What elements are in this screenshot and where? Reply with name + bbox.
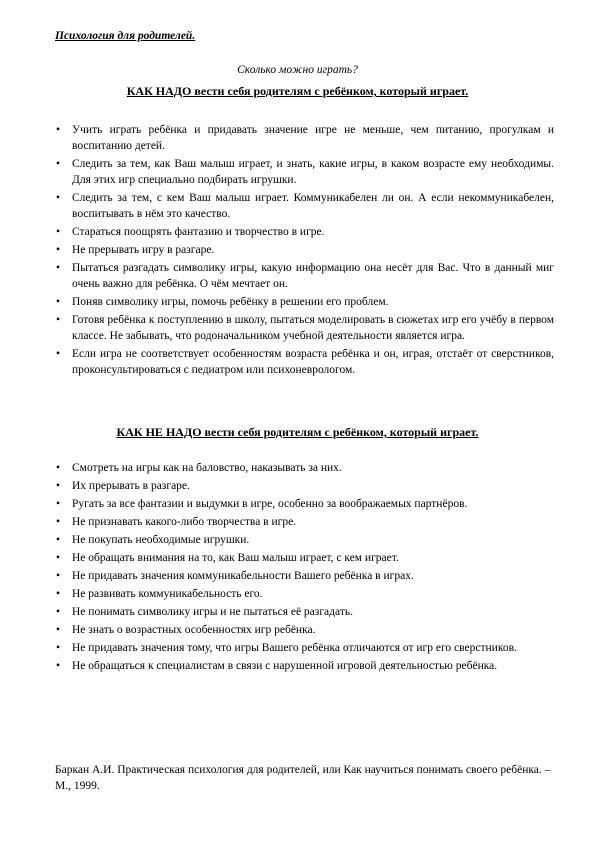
bullet-icon: • [56,226,61,238]
list-item [56,640,554,656]
bullet-icon: • [56,570,61,582]
list-item [56,532,554,548]
list-item [56,294,554,310]
list-item [56,586,554,602]
bullet-icon: • [56,262,61,274]
list-item [56,346,554,378]
list-item [56,260,554,292]
list-item-text: Не понимать символику игры и не пытаться её разгадать. [72,606,353,618]
page-header: Психология для родителей. [55,30,196,42]
bullet-icon: • [56,480,61,492]
list-item-text: Пытаться разгадать символику игры, какую информацию она несёт для Вас. Что в данный миг очень важно для ребёнка. О чём мечтает он. [72,262,554,290]
subtitle: Сколько можно играть? [237,64,358,76]
list-item-text: Не покупать необходимые игрушки. [72,534,250,546]
list-item-text: Не придавать значения коммуникабельности Вашего ребёнка в играх. [72,570,414,582]
list-item-text: Стараться поощрять фантазию и творчество в игре. [72,226,325,238]
section-dont-title: КАК НЕ НАДО вести себя родителям с ребёнком, который играет. [116,425,479,439]
list-item-text: Если игра не соответствует особенностям возраста ребёнка и он, играя, отстаёт от сверстников, проконсультироваться с педиатром или психоневрологом. [72,348,554,376]
list-item-text: Не обращаться к специалистам в связи с нарушенной игровой деятельностью ребёнка. [72,660,498,672]
section-dont-list [56,460,554,676]
section-do-list [56,122,554,380]
bullet-icon: • [56,660,61,672]
list-item-text: Смотреть на игры как на баловство, наказывать за них. [72,462,342,474]
list-item-text: Поняв символику игры, помочь ребёнку в решении его проблем. [72,296,389,308]
list-item-text: Не придавать значения тому, что игры Вашего ребёнка отличаются от игр его сверстников. [72,642,517,654]
bullet-icon: • [56,296,61,308]
bullet-icon: • [56,552,61,564]
bullet-icon: • [56,516,61,528]
list-item [56,224,554,240]
bullet-icon: • [56,158,61,170]
list-item [56,122,554,154]
list-item [56,478,554,494]
list-item-text: Не обращать внимания на то, как Ваш малыш играет, с кем играет. [72,552,399,564]
list-item-text: Следить за тем, как Ваш малыш играет, и знать, какие игры, в каком возрасте ему необходимы. Для этих игр специально подбирать игрушки. [72,158,554,186]
list-item [56,658,554,674]
list-item [56,156,554,188]
bullet-icon: • [56,642,61,654]
bullet-icon: • [56,498,61,510]
list-item [56,312,554,344]
section-do-title: КАК НАДО вести себя родителям с ребёнком, который играет. [126,84,469,98]
list-item [56,568,554,584]
bullet-icon: • [56,314,61,326]
list-item-text: Их прерывать в разгаре. [72,480,190,492]
list-item-text: Учить играть ребёнка и придавать значение игре не меньше, чем питанию, прогулкам и воспитанию детей. [72,124,554,152]
bullet-icon: • [56,462,61,474]
list-item [56,496,554,512]
list-item [56,622,554,638]
list-item-text: Готовя ребёнка к поступлению в школу, пытаться моделировать в сюжетах игр его учёбу в первом классе. Не забывать, что родоначальником учебной деятельности является игра. [72,314,554,342]
bullet-icon: • [56,534,61,546]
list-item [56,242,554,258]
bullet-icon: • [56,244,61,256]
list-item-text: Не развивать коммуникабельность его. [72,588,263,600]
bullet-icon: • [56,124,61,136]
list-item [56,550,554,566]
list-item [56,604,554,620]
list-item-text: Не прерывать игру в разгаре. [72,244,215,256]
list-item-text: Следить за тем, с кем Ваш малыш играет. Коммуникабелен ли он. А если некоммуникабелен, воспитывать в нём это качество. [72,192,554,220]
list-item [56,460,554,476]
list-item [56,190,554,222]
reference-citation: Баркан А.И. Практическая психология для родителей, или Как научиться понимать своего ребёнка. – М., 1999. [55,764,551,792]
list-item [56,514,554,530]
bullet-icon: • [56,192,61,204]
bullet-icon: • [56,624,61,636]
bullet-icon: • [56,348,61,360]
list-item-text: Не знать о возрастных особенностях игр ребёнка. [72,624,316,636]
list-item-text: Ругать за все фантазии и выдумки в игре, особенно за воображаемых партнёров. [72,498,468,510]
bullet-icon: • [56,588,61,600]
bullet-icon: • [56,606,61,618]
list-item-text: Не признавать какого-либо творчества в игре. [72,516,297,528]
